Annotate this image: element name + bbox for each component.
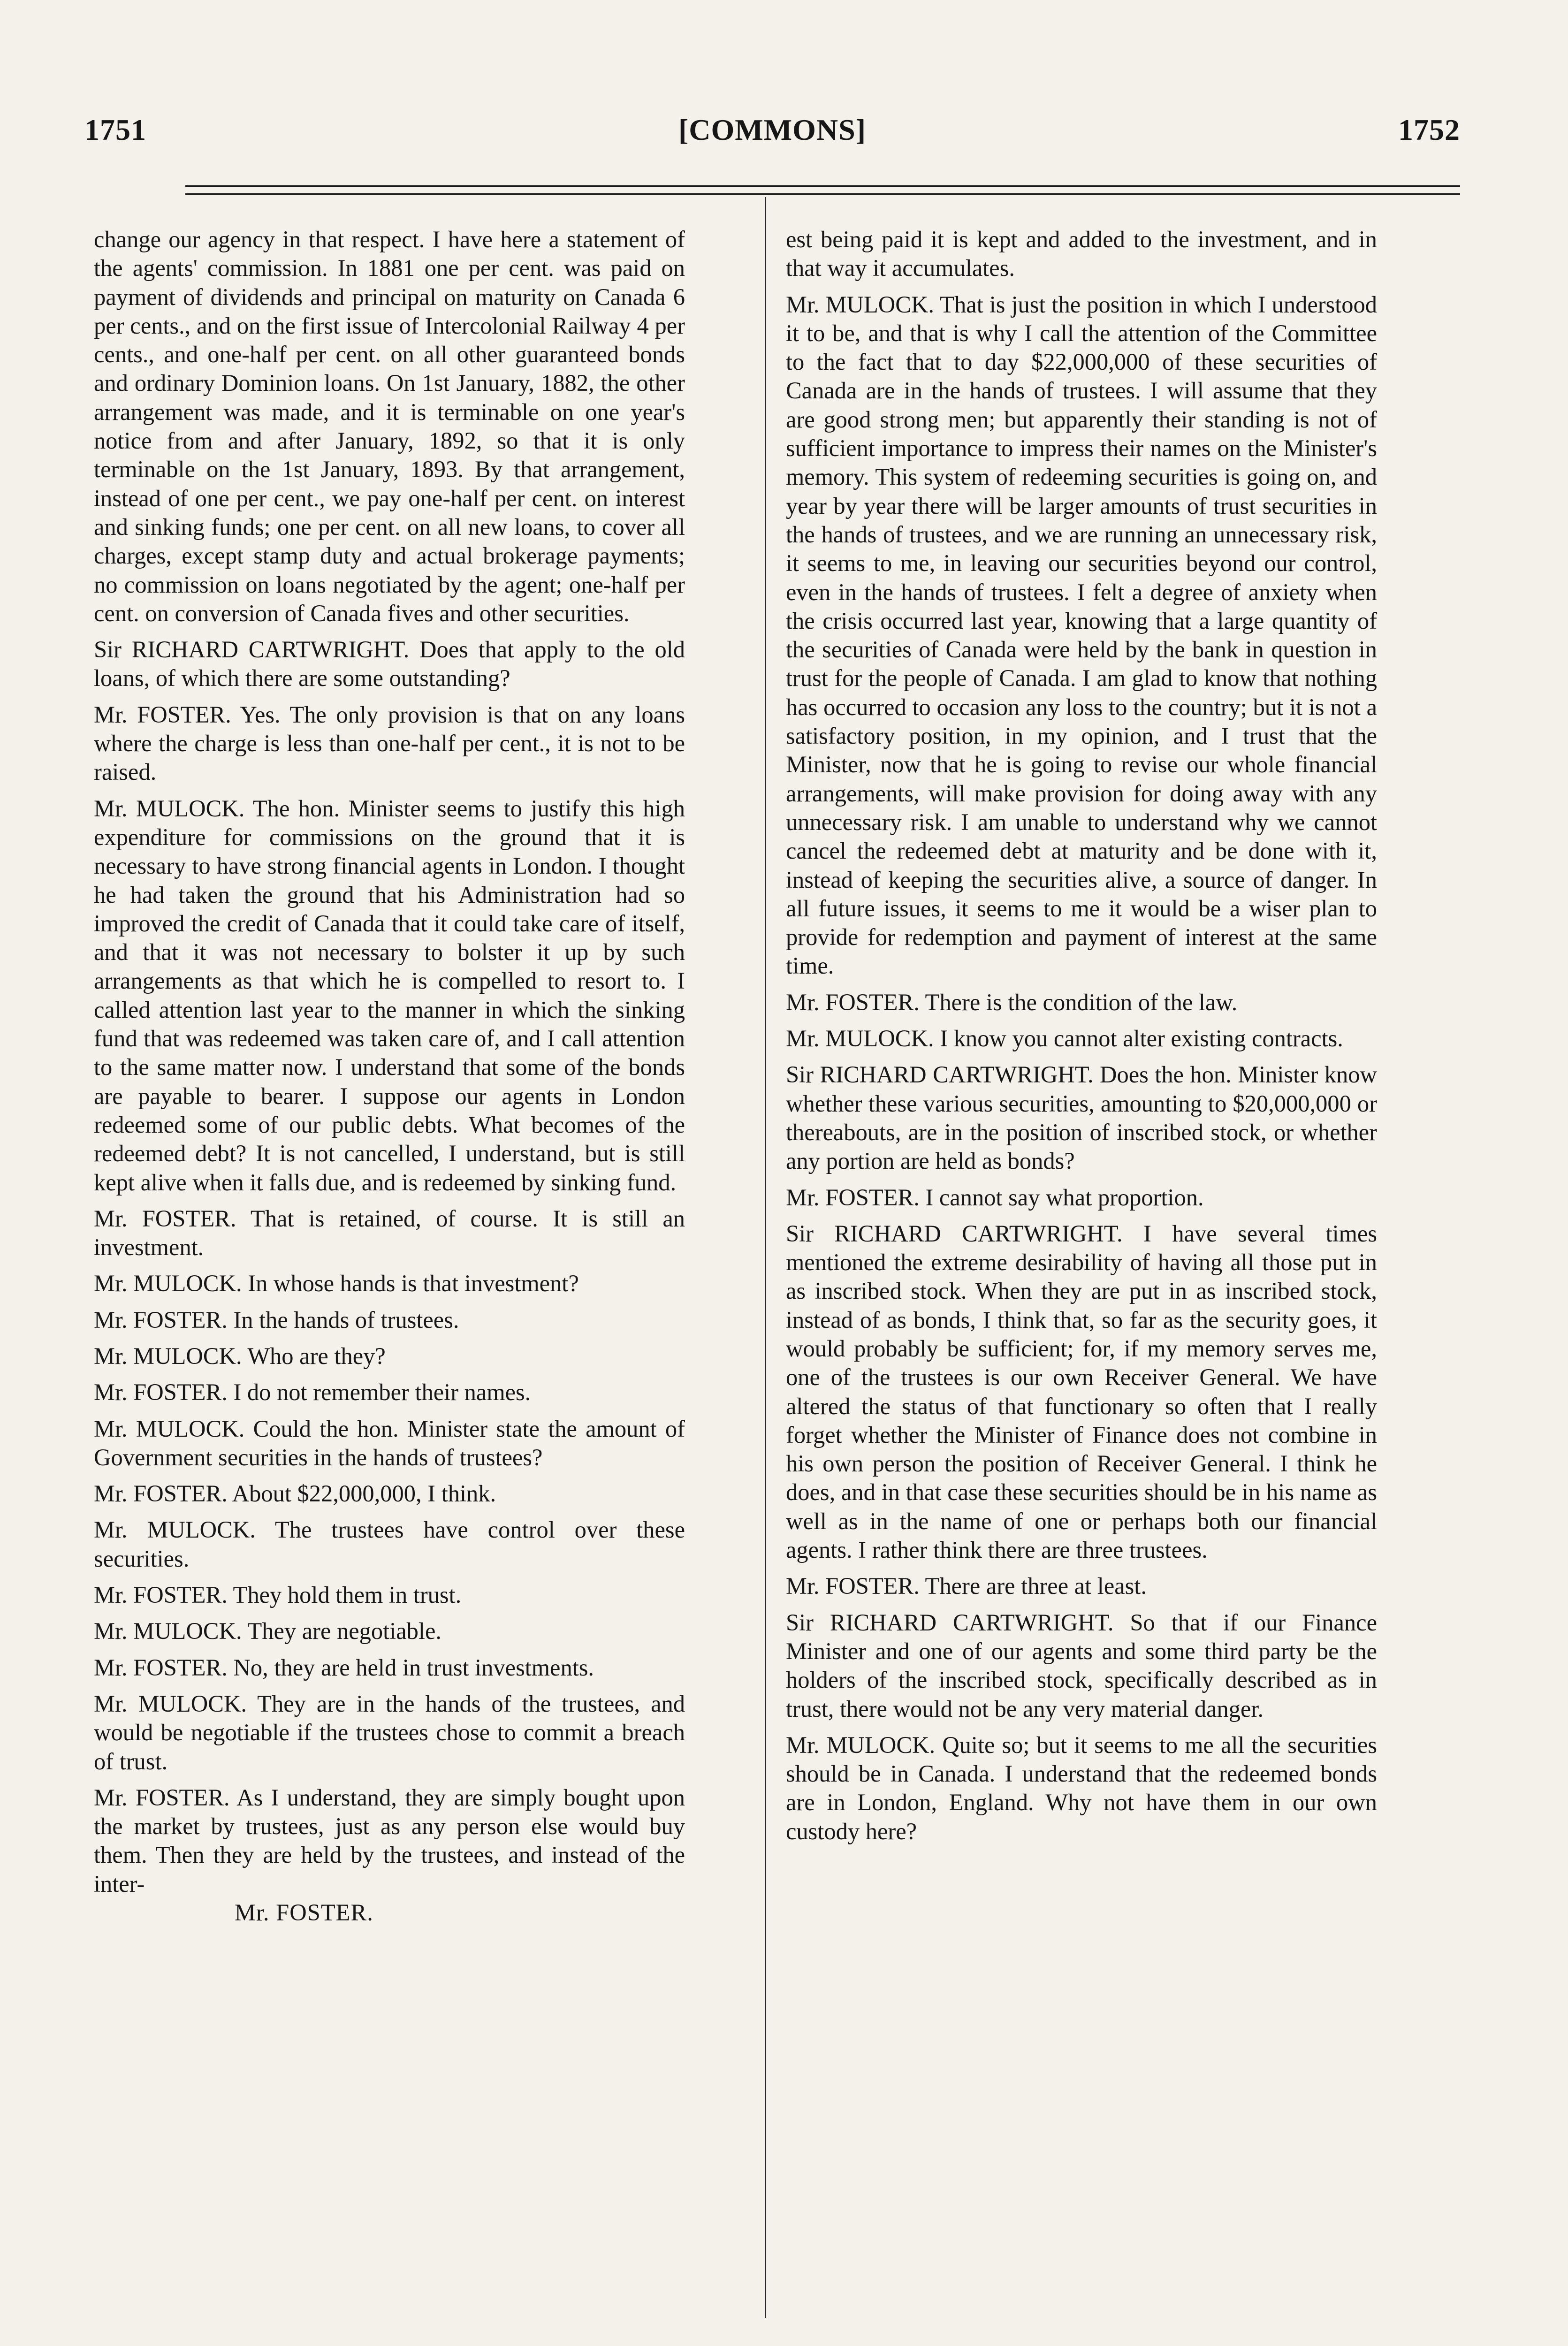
header-title: [COMMONS] <box>678 113 867 146</box>
paragraph: Mr. FOSTER. I cannot say what proportion. <box>786 1184 1204 1211</box>
page-header <box>84 113 1460 169</box>
paragraph: Mr. FOSTER. About $22,000,000, I think. <box>94 1480 496 1507</box>
paragraph: Sir RICHARD CARTWRIGHT. Does that apply to the old loans, of which there are some outstanding? <box>94 636 685 692</box>
page-number-right: 1752 <box>1398 113 1460 146</box>
paragraph: Mr. MULOCK. The trustees have control over these securities. <box>94 1516 685 1572</box>
paragraph: Mr. FOSTER. They hold them in trust. <box>94 1582 462 1608</box>
paragraph: Mr. FOSTER. No, they are held in trust investments. <box>94 1654 594 1681</box>
paragraph: Mr. MULOCK. They are negotiable. <box>94 1618 441 1645</box>
paragraph: Mr. MULOCK. The hon. Minister seems to justify this high expenditure for commissions on the ground that it is necessary to have strong financial agents in London. I thought he had taken the ground that his Administration had so improved the credit of Canada that it could take care of itself, and that it was not necessary to bolster it up by such arrangements as that which he is compelled to resort to. I called attention last year to the manner in which the sinking fund that was redeemed was taken care of, and I call attention to the same matter now. I understand that some of the bonds are payable to bearer. I suppose our agents in London redeemed some of our public debts. What becomes of the redeemed debt? It is not cancelled, I understand, but is still kept alive when it falls due, and is redeemed by sinking fund. <box>94 795 685 1196</box>
column-divider <box>765 197 766 2318</box>
catchword-footer: Mr. FOSTER. <box>235 1899 373 1926</box>
paragraph: Mr. MULOCK. Could the hon. Minister state the amount of Government securities in the hands of trustees? <box>94 1415 685 1470</box>
paragraph: Mr. MULOCK. That is just the position in which I understood it to be, and that is why I call the attention of the Committee to the fact that to day $22,000,000 of these securities of Canada are in the hands of trustees. I will assume that they are good strong men; but apparently their standing is not of sufficient importance to impress their names on the Minister's memory. This system of redeeming securities is going on, and year by year there will be larger amounts of trust securities in the hands of trustees, and we are running an unnecessary risk, it seems to me, in leaving our securities beyond our control, even in the hands of trustees. I felt a degree of anxiety when the crisis occurred last year, knowing that a large quantity of the securities of Canada were held by the bank in question in trust for the people of Canada. I am glad to know that nothing has occurred to occasion any loss to the country; but it is not a satisfactory position, in my opinion, and I trust that the Minister, now that he is going to revise our whole financial arrangements, will make provision for doing away with any unnecessary risk. I am unable to understand why we cannot cancel the redeemed debt at maturity and be done with it, instead of keeping the securities alive, a source of danger. In all future issues, it seems to me it would be a wiser plan to provide for redemption and payment of interest at the same time. <box>786 291 1377 979</box>
header-rule <box>185 185 1460 187</box>
paragraph: est being paid it is kept and added to the investment, and in that way it accumulates. <box>786 226 1377 282</box>
right-column <box>786 225 1377 1853</box>
header-rule-thin <box>185 193 1460 195</box>
paragraph: Sir RICHARD CARTWRIGHT. So that if our Finance Minister and one of our agents and some third party be the holders of the inscribed stock, specifically described as in trust, there would not be any very material danger. <box>786 1609 1377 1722</box>
paragraph: Mr. MULOCK. In whose hands is that investment? <box>94 1270 579 1297</box>
paragraph: Mr. FOSTER. Yes. The only provision is that on any loans where the charge is less than one-half per cent., it is not to be raised. <box>94 701 685 785</box>
paragraph: change our agency in that respect. I have here a statement of the agents' commission. In 1881 one per cent. was paid on payment of dividends and principal on maturity on Canada 6 per cents., and on the first issue of Intercolonial Railway 4 per cents., and one-half per cent. on all other guaranteed bonds and ordinary Dominion loans. On 1st January, 1882, the other arrangement was made, and it is terminable on one year's notice from and after January, 1892, so that it is only terminable on the 1st January, 1893. By that arrangement, instead of one per cent., we pay one-half per cent. on interest and sinking funds; one per cent. on all new loans, to cover all charges, except stamp duty and actual brokerage payments; no commission on loans negotiated by the agent; one-half per cent. on conversion of Canada fives and other securities. <box>94 226 685 626</box>
paragraph: Mr. MULOCK. Quite so; but it seems to me all the securities should be in Canada. I understand that the redeemed bonds are in London, England. Why not have them in our own custody here? <box>786 1731 1377 1844</box>
page-number-left: 1751 <box>84 113 146 146</box>
paragraph: Mr. MULOCK. I know you cannot alter existing contracts. <box>786 1025 1343 1052</box>
paragraph: Mr. FOSTER. There is the condition of the law. <box>786 989 1238 1015</box>
paragraph: Mr. FOSTER. In the hands of trustees. <box>94 1306 459 1333</box>
paragraph: Sir RICHARD CARTWRIGHT. I have several times mentioned the extreme desirability of having all those put in as inscribed stock. When they are put in as inscribed stock, instead of as bonds, I think that, so far as the security goes, it would probably be sufficient; for, if my memory serves me, one of the trustees is our own Receiver General. We have altered the status of that functionary so often that I really forget whether the Minister of Finance does not combine in his own person the position of Receiver General. I think he does, and in that case these securities should be in his name as well as in the name of one or perhaps both our financial agents. I rather think there are three trustees. <box>786 1220 1377 1563</box>
paragraph: Mr. FOSTER. As I understand, they are simply bought upon the market by trustees, just as any person else would buy them. Then they are held by the trustees, and instead of the inter- <box>94 1784 685 1897</box>
paragraph: Mr. MULOCK. They are in the hands of the trustees, and would be negotiable if the trustees chose to commit a breach of trust. <box>94 1690 685 1775</box>
left-column <box>94 225 685 1935</box>
paragraph: Mr. FOSTER. I do not remember their names. <box>94 1379 531 1406</box>
paragraph: Mr. MULOCK. Who are they? <box>94 1342 386 1369</box>
paragraph: Mr. FOSTER. There are three at least. <box>786 1573 1147 1600</box>
paragraph: Mr. FOSTER. That is retained, of course. It is still an investment. <box>94 1205 685 1261</box>
paragraph: Sir RICHARD CARTWRIGHT. Does the hon. Minister know whether these various securities, amounting to $20,000,000 or thereabouts, are in the position of inscribed stock, or whether any portion are held as bonds? <box>786 1061 1377 1174</box>
